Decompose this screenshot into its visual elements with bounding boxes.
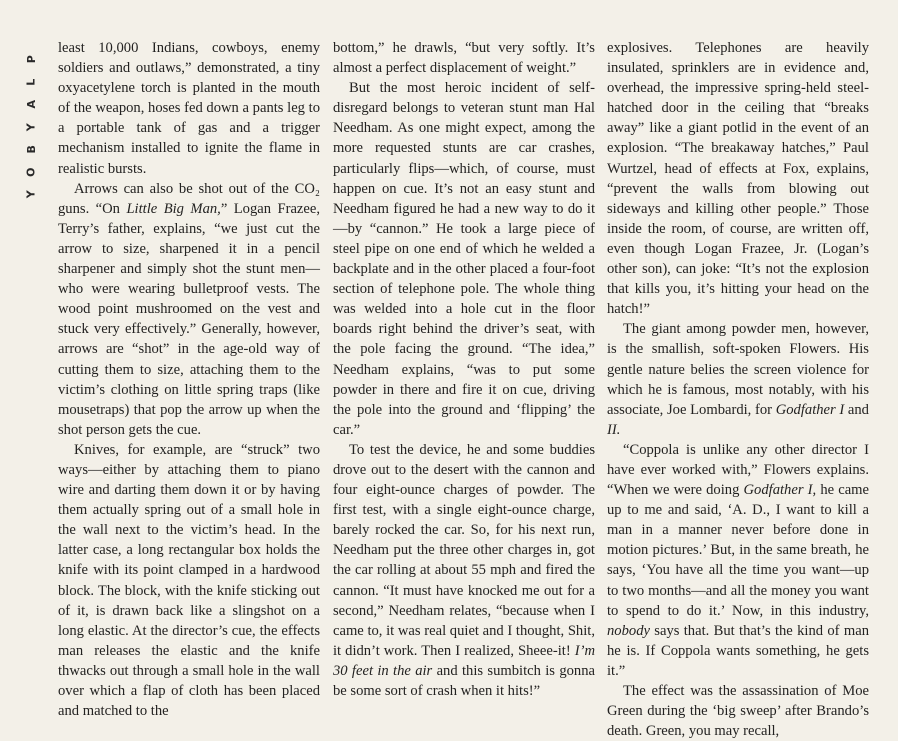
body-text: says that. But that’s the kind of man he is. If Coppola wants something, he gets it.” bbox=[607, 622, 869, 679]
body-paragraph bbox=[607, 681, 869, 741]
body-text: explosives. Telephones are heavily insulated, sprinklers are in evidence and, overhead, the impressive spring-held steel-hatched door in the ceiling that “breaks away” like a giant potlid in the event of an explosion. “The breakaway hatches,” Paul Wurtzel, head of effects at Fox, explains, “prevent the walls from blowing out sideways and killing other people.” Those inside the room, of course, are written off, even though Logan Frazee, Jr. (Logan’s other son), can joke: “It’s not the explosion that kills you, it’s hitting your head on the hatch!” bbox=[607, 40, 869, 318]
body-text: and bbox=[844, 401, 869, 418]
body-paragraph bbox=[58, 440, 320, 721]
body-paragraph bbox=[333, 38, 595, 78]
italic-text: Godfather I, bbox=[743, 482, 817, 499]
body-text: To test the device, he and some buddies drove out to the desert with the cannon and four eight-ounce charges of powder. The first test, with a single eight-ounce charge, barely rocked the car. So, for his next run, Needham put the three other charges in, got the car rolling at about 55 mph and fired the cannon. “It must have knocked me out for a second,” Needham relates, “because when I came to, it was real quiet and I thought, Shit, it didn’t work. Then I realized, Sheee-it! bbox=[333, 441, 595, 659]
italic-text: I’m 30 feet in the air bbox=[333, 642, 595, 679]
body-text: But the most heroic incident of self-disregard belongs to veteran stunt man Hal Needham. As one might expect, among the more requested stunts are car crashes, particularly flips—which, of course, must happen on cue. It’s not an easy stunt and Needham figured he had a new way to do it—by “cannon.” He took a large piece of steel pipe on one end of which he welded a backplate and in the other placed a four-foot section of telephone pole. The whole thing was welded into a hole cut in the floor boards right behind the driver’s seat, with the pole facing the ground. “The idea,” Needham explains, “was to put some powder in there and fire it on cue, driving the pole into the ground and ‘flipping’ the car.” bbox=[333, 80, 595, 438]
body-paragraph bbox=[607, 319, 869, 440]
body-text: least 10,000 Indians, cowboys, enemy soldiers and outlaws,” demonstrated, a tiny oxyacetylene torch is planted in the mouth of the weapon, hoses fed down a pants leg to a portable tank of gas and a trigger mechanism installed to ignite the flame in realistic bursts. bbox=[58, 40, 320, 177]
body-paragraph bbox=[58, 179, 320, 440]
article-column-1 bbox=[58, 38, 320, 721]
body-paragraph bbox=[333, 440, 595, 701]
body-text: Knives, for example, are “struck” two ways—either by attaching them to piano wire and darting them down it or by having them actually spring out of a small hole in the wall next to the victim’s head. In the latter case, a long rectangular box holds the knife with its point clamped in a hardwood block. The block, with the knife sticking out of it, is drawn back like a slingshot on a long elastic. At the director’s cue, the effects man releases the elastic and the knife thwacks out through a small hole in the wall over which a flap of cloth has been placed and matched to the bbox=[58, 441, 320, 720]
body-text: ” Logan Frazee, Terry’s father, explains, “we just cut the arrow to size, sharpened it in a pencil sharpener and simply shot the stunt men—who were wearing bulletproof vests. The wood point mushroomed on the vest and stuck very effectively.” Generally, however, arrows are “shot” in the age-old way of cutting them to size, attaching them to the victim’s clothing on little spring traps (like mousetraps) that pop the arrow up when the shot person gets the cue. bbox=[58, 200, 320, 438]
body-text: The effect was the assassination of Moe Green during the ‘big sweep’ after Brando’s death. Green, you may recall, bbox=[607, 683, 869, 740]
body-text: Arrows can also be shot out of the CO₂ guns. “On bbox=[58, 180, 320, 217]
body-text: and this sumbitch is gonna be some sort of crash when it hits!” bbox=[333, 662, 595, 699]
running-head-letter: B bbox=[24, 145, 38, 154]
italic-text: II. bbox=[607, 421, 621, 438]
running-head-letter: L bbox=[24, 78, 38, 86]
article-column-3 bbox=[607, 38, 869, 741]
body-paragraph bbox=[58, 38, 320, 179]
body-text: he came up to me and said, ‘A. D., I want to kill a man in a manner never before done in motion pictures.’ But, in the same breath, he says, ‘You have all the time you want—up to two months—and all the money you want to spend to do it.’ Now, in this industry, bbox=[607, 482, 870, 619]
running-head-letter: Y bbox=[24, 122, 38, 131]
italic-text: Little Big Man, bbox=[126, 200, 221, 217]
running-head-letter: P bbox=[24, 55, 38, 64]
article-column-2 bbox=[333, 38, 595, 701]
running-head bbox=[22, 48, 42, 206]
body-text: “Coppola is unlike any other director I have ever worked with,” Flowers explains. “When we were doing bbox=[607, 441, 869, 499]
body-paragraph bbox=[607, 38, 869, 319]
body-text: bottom,” he drawls, “but very softly. It’s almost a perfect displacement of weight.” bbox=[333, 40, 595, 77]
body-paragraph bbox=[333, 78, 595, 440]
running-head-letter: O bbox=[24, 167, 38, 177]
italic-text: nobody bbox=[607, 622, 650, 639]
running-head-letter: Y bbox=[24, 190, 38, 199]
body-text: The giant among powder men, however, is the smallish, soft-spoken Flowers. His gentle nature belies the screen violence for which he is famous, most notably, with his associate, Joe Lombardi, for bbox=[607, 321, 869, 418]
italic-text: Godfather I bbox=[775, 401, 845, 418]
running-head-letter: A bbox=[24, 99, 38, 109]
body-paragraph bbox=[607, 440, 869, 681]
